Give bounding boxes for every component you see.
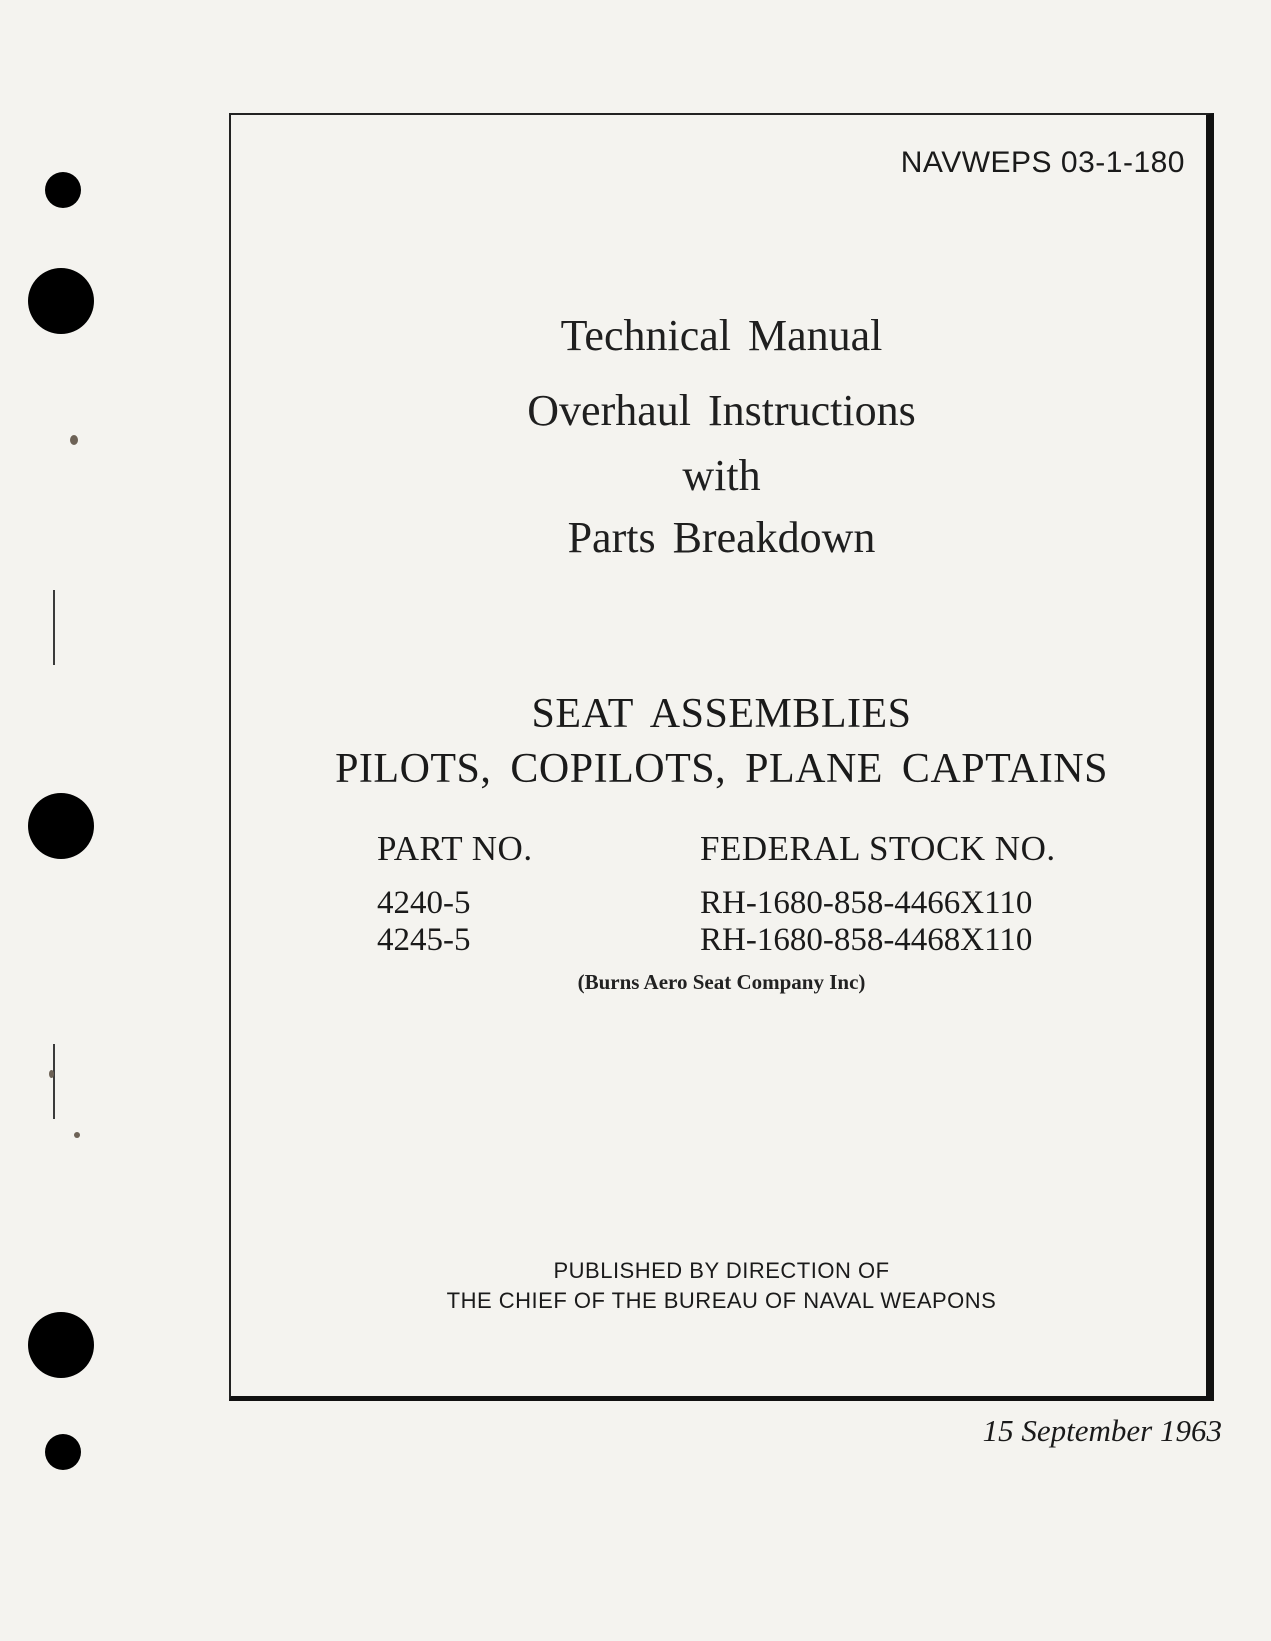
stock-number-header: FEDERAL STOCK NO. <box>700 829 1056 868</box>
manufacturer-name: (Burns Aero Seat Company Inc) <box>577 970 866 994</box>
stock-number-cell: RH-1680-858-4466X110 <box>700 885 1033 921</box>
paper-speck <box>70 435 78 445</box>
title-line: Overhaul Instructions <box>527 386 916 435</box>
paper-speck <box>49 1070 54 1078</box>
publisher-line: THE CHIEF OF THE BUREAU OF NAVAL WEAPONS <box>446 1288 997 1313</box>
punch-hole <box>28 268 94 334</box>
binding-mark <box>53 1044 55 1119</box>
punch-hole <box>45 172 81 208</box>
subject-line: SEAT ASSEMBLIES <box>531 691 912 737</box>
title-line: Technical Manual <box>560 311 883 360</box>
punch-hole <box>28 793 94 859</box>
part-number-header: PART NO. <box>377 829 533 868</box>
punch-hole <box>28 1312 94 1378</box>
part-number-cell: 4240-5 <box>377 885 471 921</box>
publisher-line: PUBLISHED BY DIRECTION OF <box>553 1258 890 1283</box>
part-number-cell: 4245-5 <box>377 922 471 958</box>
title-line: Parts Breakdown <box>567 513 876 562</box>
document-number: NAVWEPS 03-1-180 <box>900 146 1185 179</box>
binding-mark <box>53 590 55 665</box>
paper-speck <box>74 1132 80 1138</box>
subject-line: PILOTS, COPILOTS, PLANE CAPTAINS <box>335 746 1108 792</box>
punch-hole <box>45 1434 81 1470</box>
stock-number-cell: RH-1680-858-4468X110 <box>700 922 1033 958</box>
title-line: with <box>682 451 761 500</box>
publication-date: 15 September 1963 <box>982 1413 1222 1448</box>
